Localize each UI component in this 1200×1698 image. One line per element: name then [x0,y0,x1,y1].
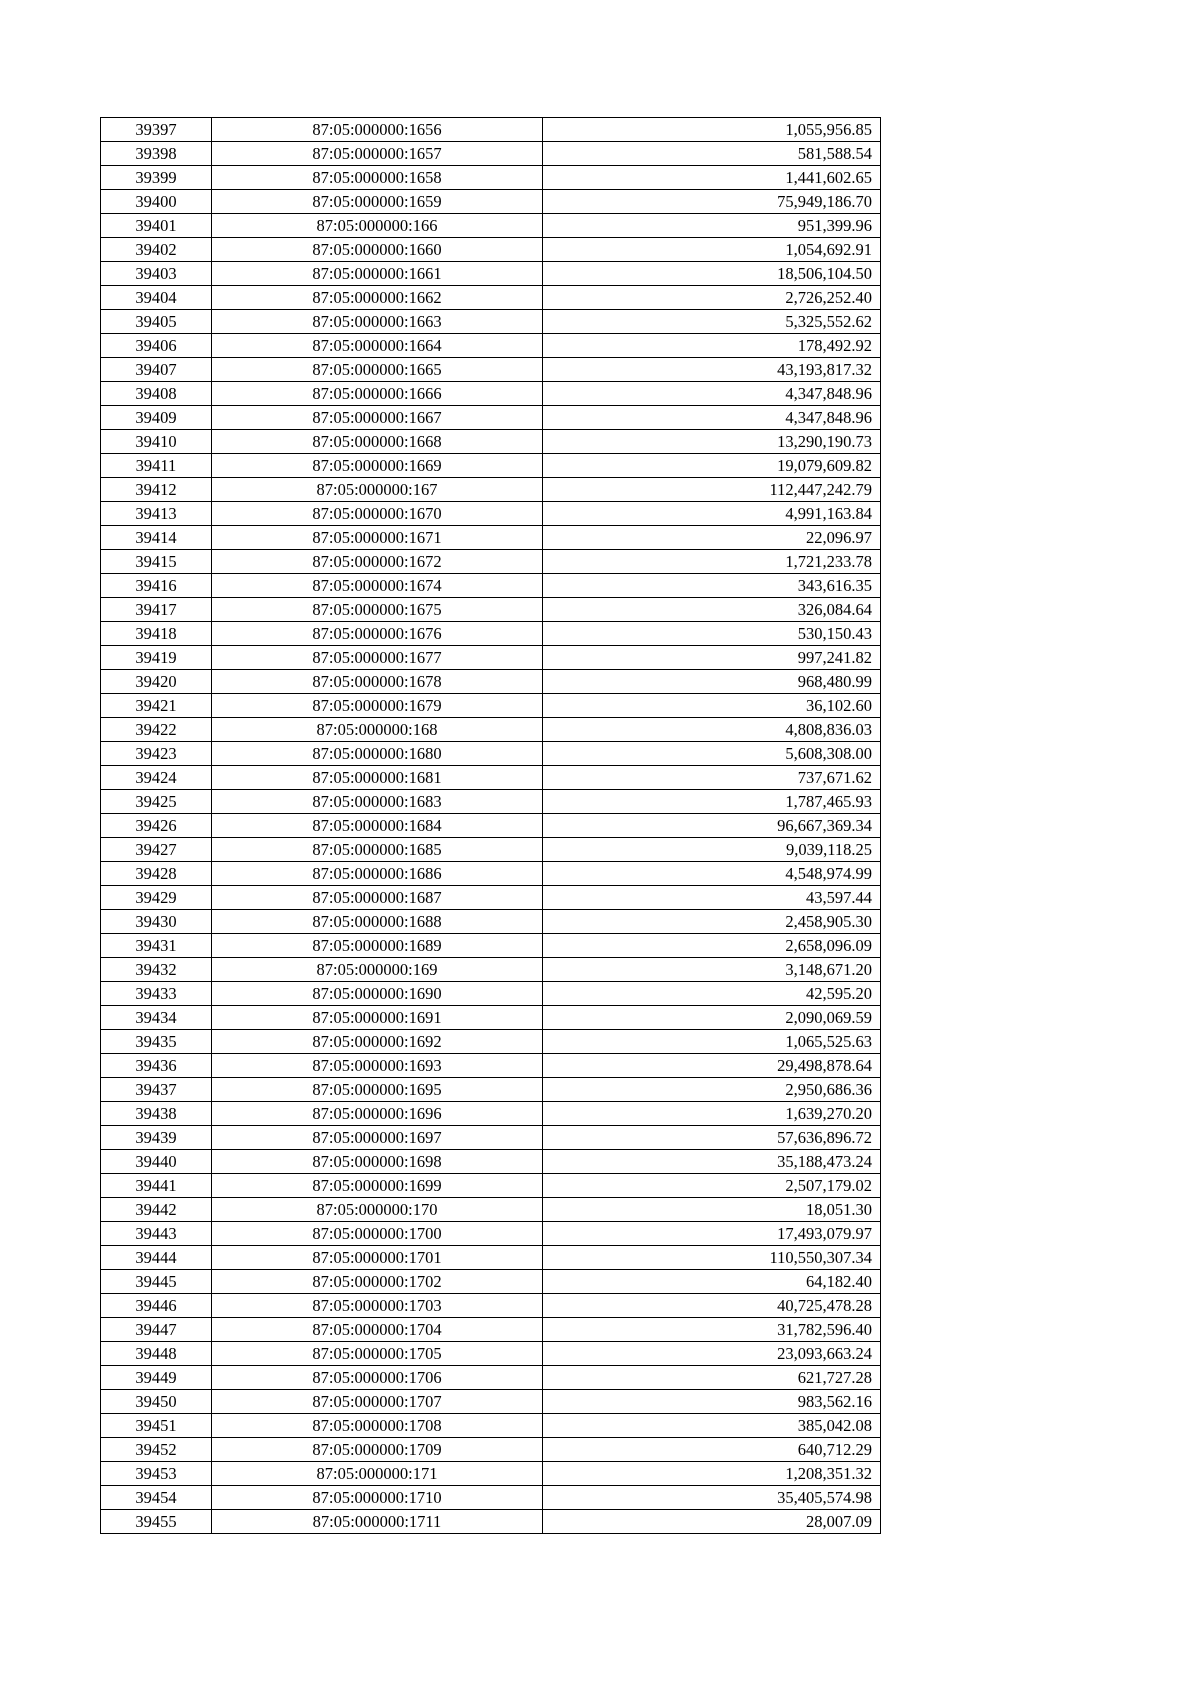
table-row [101,742,881,766]
table-row [101,1510,881,1534]
cadastral-value-cell: 1,055,956.85 [543,118,881,142]
cadastral-number-cell: 87:05:000000:1692 [212,1030,543,1054]
cadastral-value-cell: 9,039,118.25 [543,838,881,862]
row-number-cell: 39442 [101,1198,212,1222]
table-row [101,862,881,886]
cadastral-value-cell: 36,102.60 [543,694,881,718]
cadastral-value-cell: 4,548,974.99 [543,862,881,886]
cadastral-number-cell: 87:05:000000:1658 [212,166,543,190]
table-row [101,790,881,814]
row-number-cell: 39432 [101,958,212,982]
cadastral-number-cell: 87:05:000000:168 [212,718,543,742]
cadastral-value-cell: 3,148,671.20 [543,958,881,982]
table-row [101,382,881,406]
row-number-cell: 39455 [101,1510,212,1534]
table-row [101,886,881,910]
table-row [101,1126,881,1150]
row-number-cell: 39399 [101,166,212,190]
row-number-cell: 39405 [101,310,212,334]
table-row [101,262,881,286]
cadastral-number-cell: 87:05:000000:1695 [212,1078,543,1102]
cadastral-value-cell: 1,065,525.63 [543,1030,881,1054]
cadastral-value-cell: 1,721,233.78 [543,550,881,574]
cadastral-value-cell: 18,506,104.50 [543,262,881,286]
cadastral-value-cell: 35,188,473.24 [543,1150,881,1174]
table-row [101,694,881,718]
cadastral-value-cell: 1,054,692.91 [543,238,881,262]
cadastral-value-cell: 2,458,905.30 [543,910,881,934]
cadastral-value-cell: 1,639,270.20 [543,1102,881,1126]
cadastral-value-cell: 326,084.64 [543,598,881,622]
table-row [101,1342,881,1366]
row-number-cell: 39400 [101,190,212,214]
cadastral-number-cell: 87:05:000000:1678 [212,670,543,694]
cadastral-number-cell: 87:05:000000:1674 [212,574,543,598]
cadastral-number-cell: 87:05:000000:1711 [212,1510,543,1534]
cadastral-value-cell: 1,441,602.65 [543,166,881,190]
cadastral-value-cell: 110,550,307.34 [543,1246,881,1270]
cadastral-number-cell: 87:05:000000:1667 [212,406,543,430]
cadastral-number-cell: 87:05:000000:1672 [212,550,543,574]
cadastral-value-cell: 621,727.28 [543,1366,881,1390]
cadastral-value-cell: 640,712.29 [543,1438,881,1462]
cadastral-value-cell: 13,290,190.73 [543,430,881,454]
cadastral-number-cell: 87:05:000000:1669 [212,454,543,478]
cadastral-value-cell: 40,725,478.28 [543,1294,881,1318]
cadastral-number-cell: 87:05:000000:1691 [212,1006,543,1030]
cadastral-value-cell: 43,597.44 [543,886,881,910]
row-number-cell: 39433 [101,982,212,1006]
cadastral-value-cell: 2,950,686.36 [543,1078,881,1102]
row-number-cell: 39416 [101,574,212,598]
cadastral-number-cell: 87:05:000000:1676 [212,622,543,646]
row-number-cell: 39420 [101,670,212,694]
cadastral-value-cell: 343,616.35 [543,574,881,598]
cadastral-number-cell: 87:05:000000:1707 [212,1390,543,1414]
table-row [101,358,881,382]
cadastral-value-cell: 581,588.54 [543,142,881,166]
cadastral-number-cell: 87:05:000000:171 [212,1462,543,1486]
table-row [101,1438,881,1462]
table-row [101,814,881,838]
cadastral-number-cell: 87:05:000000:1670 [212,502,543,526]
table-row [101,502,881,526]
row-number-cell: 39444 [101,1246,212,1270]
row-number-cell: 39411 [101,454,212,478]
row-number-cell: 39398 [101,142,212,166]
row-number-cell: 39413 [101,502,212,526]
table-row [101,406,881,430]
table-row [101,1318,881,1342]
table-row [101,238,881,262]
cadastral-number-cell: 87:05:000000:1679 [212,694,543,718]
cadastral-number-cell: 87:05:000000:1699 [212,1174,543,1198]
row-number-cell: 39454 [101,1486,212,1510]
row-number-cell: 39447 [101,1318,212,1342]
cadastral-value-cell: 42,595.20 [543,982,881,1006]
row-number-cell: 39427 [101,838,212,862]
cadastral-value-table [100,117,881,1534]
table-row [101,142,881,166]
table-row [101,550,881,574]
table-row [101,1462,881,1486]
row-number-cell: 39452 [101,1438,212,1462]
cadastral-number-cell: 87:05:000000:170 [212,1198,543,1222]
cadastral-value-cell: 2,726,252.40 [543,286,881,310]
table-row [101,478,881,502]
cadastral-number-cell: 87:05:000000:1685 [212,838,543,862]
cadastral-value-cell: 1,208,351.32 [543,1462,881,1486]
cadastral-value-cell: 29,498,878.64 [543,1054,881,1078]
table-row [101,454,881,478]
row-number-cell: 39408 [101,382,212,406]
table-row [101,430,881,454]
cadastral-number-cell: 87:05:000000:1688 [212,910,543,934]
row-number-cell: 39439 [101,1126,212,1150]
cadastral-number-cell: 87:05:000000:1693 [212,1054,543,1078]
cadastral-value-cell: 951,399.96 [543,214,881,238]
row-number-cell: 39409 [101,406,212,430]
cadastral-number-cell: 87:05:000000:1675 [212,598,543,622]
row-number-cell: 39428 [101,862,212,886]
row-number-cell: 39406 [101,334,212,358]
row-number-cell: 39435 [101,1030,212,1054]
row-number-cell: 39407 [101,358,212,382]
table-row [101,214,881,238]
cadastral-number-cell: 87:05:000000:1662 [212,286,543,310]
row-number-cell: 39415 [101,550,212,574]
cadastral-number-cell: 87:05:000000:1698 [212,1150,543,1174]
row-number-cell: 39404 [101,286,212,310]
row-number-cell: 39446 [101,1294,212,1318]
table-row [101,1366,881,1390]
cadastral-value-cell: 23,093,663.24 [543,1342,881,1366]
cadastral-number-cell: 87:05:000000:1671 [212,526,543,550]
cadastral-number-cell: 87:05:000000:1705 [212,1342,543,1366]
row-number-cell: 39438 [101,1102,212,1126]
cadastral-number-cell: 87:05:000000:167 [212,478,543,502]
cadastral-number-cell: 87:05:000000:1663 [212,310,543,334]
cadastral-number-cell: 87:05:000000:1681 [212,766,543,790]
cadastral-value-cell: 2,507,179.02 [543,1174,881,1198]
row-number-cell: 39401 [101,214,212,238]
cadastral-value-cell: 178,492.92 [543,334,881,358]
table-row [101,982,881,1006]
cadastral-value-cell: 530,150.43 [543,622,881,646]
cadastral-value-cell: 57,636,896.72 [543,1126,881,1150]
cadastral-value-cell: 18,051.30 [543,1198,881,1222]
cadastral-value-cell: 5,608,308.00 [543,742,881,766]
table-row [101,310,881,334]
row-number-cell: 39441 [101,1174,212,1198]
cadastral-number-cell: 87:05:000000:1696 [212,1102,543,1126]
cadastral-number-cell: 87:05:000000:166 [212,214,543,238]
cadastral-number-cell: 87:05:000000:169 [212,958,543,982]
cadastral-number-cell: 87:05:000000:1677 [212,646,543,670]
cadastral-value-cell: 5,325,552.62 [543,310,881,334]
table-row [101,1006,881,1030]
cadastral-value-cell: 4,347,848.96 [543,382,881,406]
table-row [101,526,881,550]
cadastral-number-cell: 87:05:000000:1666 [212,382,543,406]
table-row [101,718,881,742]
row-number-cell: 39453 [101,1462,212,1486]
row-number-cell: 39414 [101,526,212,550]
cadastral-value-cell: 385,042.08 [543,1414,881,1438]
row-number-cell: 39402 [101,238,212,262]
table-row [101,574,881,598]
row-number-cell: 39450 [101,1390,212,1414]
table-row [101,838,881,862]
cadastral-value-cell: 4,991,163.84 [543,502,881,526]
cadastral-number-cell: 87:05:000000:1657 [212,142,543,166]
cadastral-value-cell: 22,096.97 [543,526,881,550]
table-row [101,1030,881,1054]
table-body [101,118,881,1534]
cadastral-number-cell: 87:05:000000:1708 [212,1414,543,1438]
table-row [101,1078,881,1102]
table-row [101,1294,881,1318]
table-row [101,646,881,670]
row-number-cell: 39417 [101,598,212,622]
row-number-cell: 39397 [101,118,212,142]
cadastral-number-cell: 87:05:000000:1664 [212,334,543,358]
cadastral-value-cell: 1,787,465.93 [543,790,881,814]
cadastral-value-cell: 2,090,069.59 [543,1006,881,1030]
table-row [101,334,881,358]
table-row [101,622,881,646]
row-number-cell: 39431 [101,934,212,958]
table-row [101,1486,881,1510]
table-row [101,598,881,622]
cadastral-number-cell: 87:05:000000:1700 [212,1222,543,1246]
cadastral-number-cell: 87:05:000000:1659 [212,190,543,214]
row-number-cell: 39429 [101,886,212,910]
cadastral-value-cell: 31,782,596.40 [543,1318,881,1342]
row-number-cell: 39434 [101,1006,212,1030]
cadastral-number-cell: 87:05:000000:1703 [212,1294,543,1318]
table-row [101,1198,881,1222]
table-row [101,958,881,982]
cadastral-value-cell: 997,241.82 [543,646,881,670]
row-number-cell: 39443 [101,1222,212,1246]
cadastral-number-cell: 87:05:000000:1709 [212,1438,543,1462]
cadastral-number-cell: 87:05:000000:1702 [212,1270,543,1294]
table-row [101,1054,881,1078]
table-row [101,1222,881,1246]
row-number-cell: 39423 [101,742,212,766]
table-row [101,166,881,190]
row-number-cell: 39448 [101,1342,212,1366]
cadastral-value-cell: 17,493,079.97 [543,1222,881,1246]
cadastral-number-cell: 87:05:000000:1690 [212,982,543,1006]
cadastral-number-cell: 87:05:000000:1710 [212,1486,543,1510]
cadastral-value-cell: 43,193,817.32 [543,358,881,382]
row-number-cell: 39426 [101,814,212,838]
cadastral-value-cell: 737,671.62 [543,766,881,790]
cadastral-value-cell: 2,658,096.09 [543,934,881,958]
cadastral-value-cell: 19,079,609.82 [543,454,881,478]
cadastral-number-cell: 87:05:000000:1704 [212,1318,543,1342]
table-row [101,934,881,958]
cadastral-number-cell: 87:05:000000:1680 [212,742,543,766]
cadastral-number-cell: 87:05:000000:1684 [212,814,543,838]
cadastral-value-cell: 4,808,836.03 [543,718,881,742]
row-number-cell: 39418 [101,622,212,646]
table-row [101,910,881,934]
row-number-cell: 39436 [101,1054,212,1078]
row-number-cell: 39425 [101,790,212,814]
row-number-cell: 39445 [101,1270,212,1294]
cadastral-value-cell: 983,562.16 [543,1390,881,1414]
cadastral-value-cell: 75,949,186.70 [543,190,881,214]
row-number-cell: 39410 [101,430,212,454]
cadastral-number-cell: 87:05:000000:1656 [212,118,543,142]
row-number-cell: 39437 [101,1078,212,1102]
cadastral-number-cell: 87:05:000000:1697 [212,1126,543,1150]
cadastral-number-cell: 87:05:000000:1660 [212,238,543,262]
table-row [101,118,881,142]
table-row [101,670,881,694]
cadastral-number-cell: 87:05:000000:1668 [212,430,543,454]
cadastral-value-cell: 968,480.99 [543,670,881,694]
cadastral-number-cell: 87:05:000000:1661 [212,262,543,286]
row-number-cell: 39421 [101,694,212,718]
row-number-cell: 39412 [101,478,212,502]
table-row [101,1390,881,1414]
cadastral-value-cell: 64,182.40 [543,1270,881,1294]
cadastral-value-cell: 112,447,242.79 [543,478,881,502]
cadastral-value-cell: 96,667,369.34 [543,814,881,838]
cadastral-number-cell: 87:05:000000:1689 [212,934,543,958]
row-number-cell: 39424 [101,766,212,790]
row-number-cell: 39403 [101,262,212,286]
cadastral-value-cell: 35,405,574.98 [543,1486,881,1510]
table-row [101,1174,881,1198]
row-number-cell: 39440 [101,1150,212,1174]
cadastral-value-cell: 4,347,848.96 [543,406,881,430]
row-number-cell: 39419 [101,646,212,670]
cadastral-number-cell: 87:05:000000:1687 [212,886,543,910]
row-number-cell: 39422 [101,718,212,742]
row-number-cell: 39449 [101,1366,212,1390]
cadastral-number-cell: 87:05:000000:1686 [212,862,543,886]
cadastral-number-cell: 87:05:000000:1683 [212,790,543,814]
cadastral-number-cell: 87:05:000000:1706 [212,1366,543,1390]
row-number-cell: 39430 [101,910,212,934]
table-row [101,1414,881,1438]
table-row [101,1102,881,1126]
table-row [101,1246,881,1270]
table-row [101,1270,881,1294]
table-row [101,286,881,310]
cadastral-number-cell: 87:05:000000:1665 [212,358,543,382]
cadastral-number-cell: 87:05:000000:1701 [212,1246,543,1270]
table-row [101,190,881,214]
cadastral-value-cell: 28,007.09 [543,1510,881,1534]
table-row [101,1150,881,1174]
table-row [101,766,881,790]
row-number-cell: 39451 [101,1414,212,1438]
